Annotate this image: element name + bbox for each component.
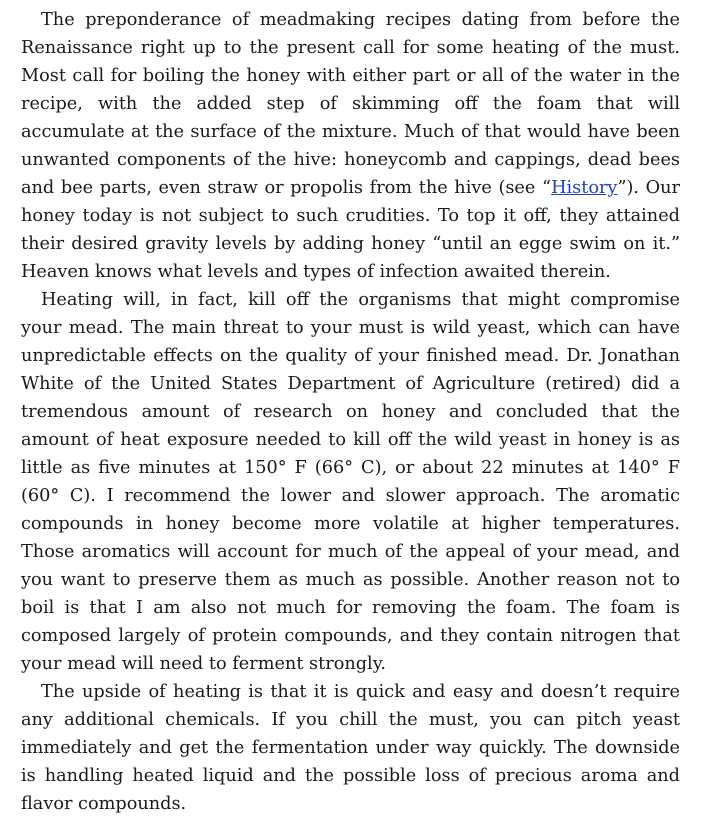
paragraph-heating-upside: The upside of heating is that it is quick and easy and doesn’t require any additional chemicals. If you chill the must, you can pitch yeast immediately and get the fermentation under way quickly. The downside is handling heated liquid and the possible loss of precious aroma and flavor compounds.: [21, 682, 680, 814]
paragraph-1-text-after-link: ”). Our honey today is not subject to such crudities. To top it off, they attained their desired gravity levels by adding honey “until an egge swim on it.” Heaven knows what levels and types of infection awaited therein.: [21, 178, 680, 282]
paragraph-heating-effects: Heating will, in fact, kill off the organisms that might compromise your mead. The main threat to your must is wild yeast, which can have unpredictable effects on the quality of your finished mead. Dr. Jonathan White of the United States Department of Agriculture (retired) did a tremendous amount of research on honey and concluded that the amount of heat exposure needed to kill off the wild yeast in honey is as little as five minutes at 150° F (66° C), or about 22 minutes at 140° F (60° C). I recommend the lower and slower approach. The aromatic compounds in honey become more volatile at higher temperatures. Those aromatics will account for much of the appeal of your mead, and you want to preserve them as much as possible. Another reason not to boil is that I am also not much for removing the foam. The foam is composed largely of protein compounds, and they contain nitrogen that your mead will need to ferment strongly.: [21, 290, 680, 674]
paragraph-heating-history: [21, 6, 680, 286]
paragraph-1-text-before-link: The preponderance of meadmaking recipes dating from before the Renaissance right up to the present call for some heating of the must. Most call for boiling the honey with either part or all of the water in the recipe, with the added step of skimming off the foam that will accumulate at the surface of the mixture. Much of that would have been unwanted components of the hive: honeycomb and cappings, dead bees and bee parts, even straw or propolis from the hive (see “: [21, 10, 680, 198]
history-link[interactable]: History: [551, 178, 618, 198]
